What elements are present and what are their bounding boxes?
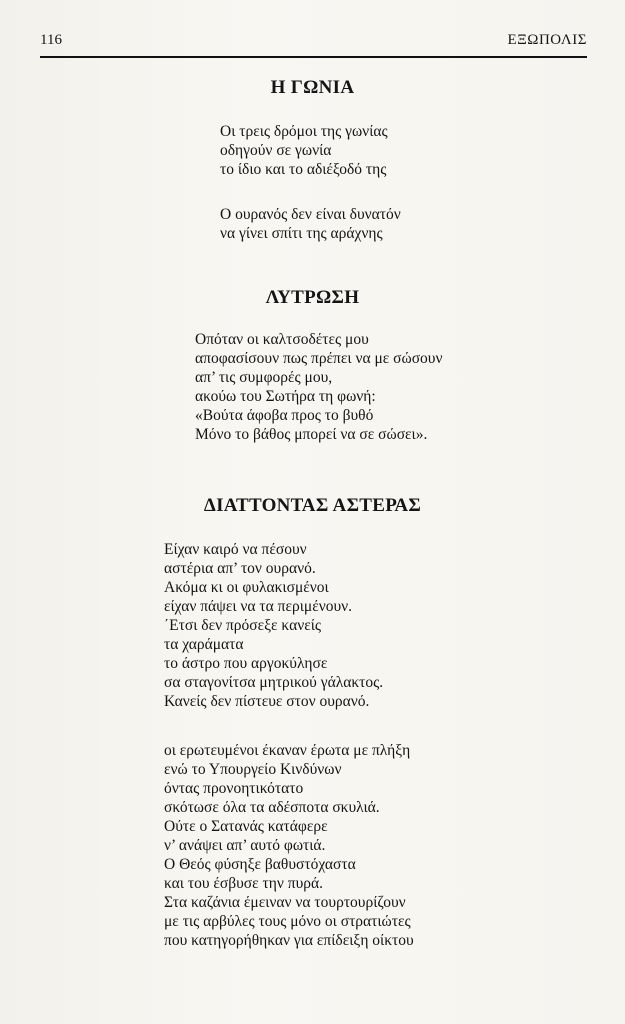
poem-lytrosi-stanza-1 (195, 330, 443, 444)
poem-line: απ’ τις συμφορές μου, (195, 369, 333, 386)
poem-line: σκότωσε όλα τα αδέσποτα σκυλιά. (164, 799, 380, 816)
poem-line: σα σταγονίτσα μητρικού γάλακτος. (164, 674, 384, 691)
poem-line: Ο ουρανός δεν είναι δυνατόν (220, 206, 401, 223)
poem-line: Ο Θεός φύσηξε βαθυστόχαστα (164, 856, 356, 873)
poem-line: που κατηγορήθηκαν για επίδειξη οίκτου (164, 932, 414, 949)
poem-diattontas-stanza-1 (164, 540, 383, 711)
poem-diattontas-stanza-2 (164, 741, 414, 950)
poem-line: με τις αρβύλες τους μόνο οι στρατιώτες (164, 913, 411, 930)
poem-gonia-stanza-1 (220, 122, 388, 179)
poem-line: Μόνο το βάθος μπορεί να σε σώσει». (195, 426, 428, 443)
poem-line: ενώ το Υπουργείο Κινδύνων (164, 761, 342, 778)
poem-line: αποφασίσουν πως πρέπει να με σώσουν (195, 350, 443, 367)
poem-line: Οι τρεις δρόμοι της γωνίας (220, 123, 388, 140)
poem-line: αστέρια απ’ τον ουρανό. (164, 560, 316, 577)
poem-line: οδηγούν σε γωνία (220, 142, 332, 159)
poem-line: Ούτε ο Σατανάς κατάφερε (164, 818, 328, 835)
poem-line: να γίνει σπίτι της αράχνης (220, 225, 383, 242)
poem-line: «Βούτα άφοβα προς το βυθό (195, 407, 374, 424)
header-rule (40, 56, 587, 58)
poem-line: Κανείς δεν πίστευε στον ουρανό. (164, 693, 370, 710)
poem-line: τα χαράματα (164, 636, 244, 653)
running-title: ΕΞΩΠΟΛΙΣ (507, 32, 587, 48)
poem-line: το ίδιο και το αδιέξοδό της (220, 161, 387, 178)
poem-line: το άστρο που αργοκύλησε (164, 655, 328, 672)
poem-line: όντας προνοητικότατο (164, 780, 304, 797)
poem-line: ν’ ανάψει απ’ αυτό φωτιά. (164, 837, 326, 854)
poem-gonia-stanza-2 (220, 205, 401, 243)
poem-line: οι ερωτευμένοι έκαναν έρωτα με πλήξη (164, 742, 411, 759)
poem-line: Οπόταν οι καλτσοδέτες μου (195, 331, 369, 348)
poem-title-lytrosi: ΛΥΤΡΩΣΗ (265, 287, 360, 308)
poem-line: Ακόμα κι οι φυλακισμένοι (164, 579, 329, 596)
poem-line: είχαν πάψει να τα περιμένουν. (164, 598, 353, 615)
poem-title-diattontas: ΔΙΑΤΤΟΝΤΑΣ ΑΣΤΕΡΑΣ (203, 495, 422, 516)
poem-title-gonia: Η ΓΩΝΙΑ (270, 77, 355, 98)
poem-line: Στα καζάνια έμειναν να τουρτουρίζουν (164, 894, 406, 911)
poem-line: ακούω του Σωτήρα τη φωνή: (195, 388, 376, 405)
page-header (40, 32, 587, 56)
poem-line: και του έσβυσε την πυρά. (164, 875, 323, 892)
poem-line: Είχαν καιρό να πέσουν (164, 541, 307, 558)
poem-line: ΄Ετσι δεν πρόσεξε κανείς (164, 617, 322, 634)
page-number: 116 (40, 32, 62, 48)
